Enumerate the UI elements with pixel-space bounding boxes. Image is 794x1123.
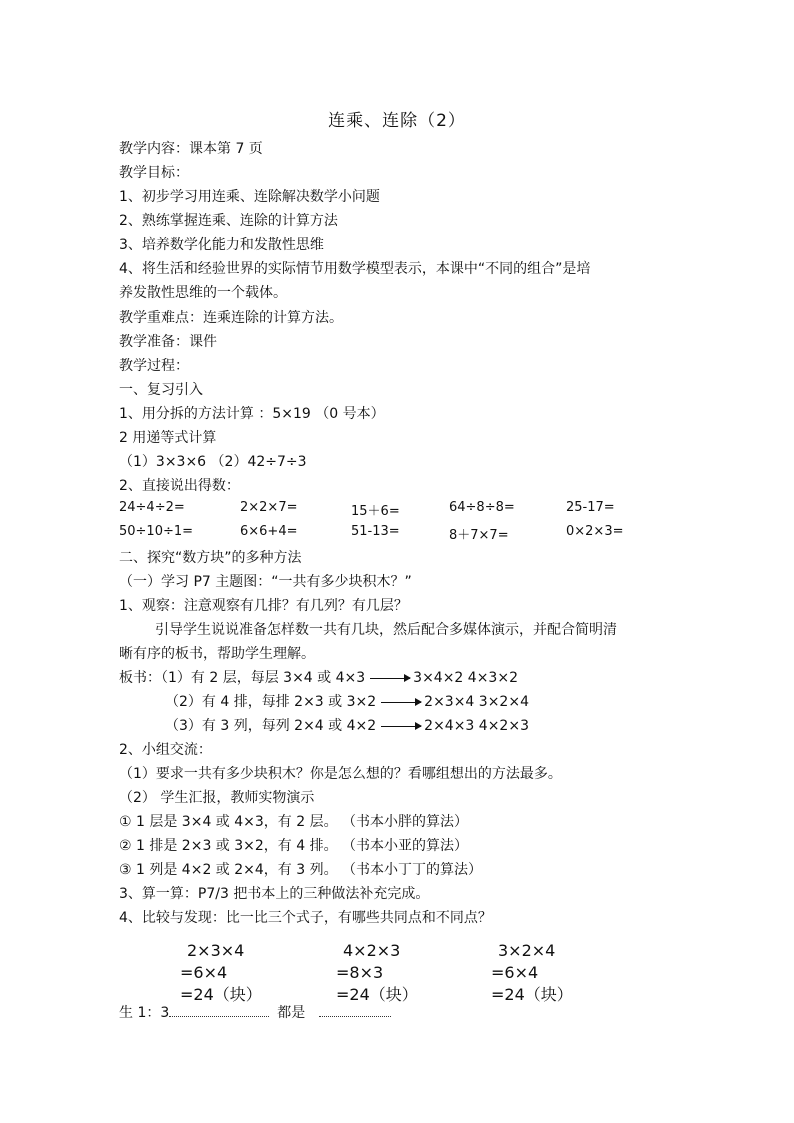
oral-item: 0×2×3=: [566, 524, 624, 539]
review-item-1: 1、用分拆的方法计算 ：5×19 （0 号本）: [119, 406, 385, 422]
calc-step: =6×4: [491, 963, 539, 982]
student-answer: [119, 1003, 391, 1023]
calc-expr: 2×3×4: [187, 941, 245, 960]
process-heading: 教学过程：: [119, 358, 189, 374]
student-mid: 都是: [277, 1005, 306, 1021]
preparation: 教学准备：课件: [119, 334, 217, 350]
objectives-heading: 教学目标：: [119, 165, 189, 181]
group-discussion-heading: 2、小组交流：: [119, 742, 212, 758]
compare-task: 4、比较与发现：比一比三个式子，有哪些共同点和不同点？: [119, 910, 492, 926]
objective-2: 2、熟练掌握连乘、连除的计算方法: [119, 213, 338, 229]
key-points: 教学重难点：连乘连除的计算方法。: [119, 310, 343, 326]
calc-column-3: [491, 940, 573, 1006]
calc-column-1: [180, 940, 262, 1006]
objective-4: 4、将生活和经验世界的实际情节用数学模型表示，本课中“不同的组合”是培: [119, 261, 591, 277]
board-row-exprs: 2×4×3 4×2×3: [424, 718, 529, 734]
board-row-text: （3）有 3 列，每列 2×4 或 4×2: [165, 718, 377, 734]
blank-dots: [319, 1004, 391, 1017]
oral-item: 64÷8÷8=: [449, 500, 515, 515]
objective-4-cont: 养发散性思维的一个载体。: [119, 285, 287, 301]
oral-item: 24÷4÷2=: [119, 500, 185, 515]
subsection-1-heading: （一）学习 P7 主题图：“一共有多少块积木？”: [119, 574, 412, 590]
calc-expr: 4×2×3: [343, 941, 401, 960]
oral-item: 6×6+4=: [240, 524, 298, 539]
calc-expr: 3×2×4: [498, 941, 556, 960]
board-row-1: [119, 668, 518, 688]
oral-heading: 2、直接说出得数：: [119, 478, 240, 494]
oral-item: 15＋6=: [351, 504, 400, 519]
calc-column-2: [336, 940, 418, 1006]
page-title: 连乘、连除（2）: [328, 111, 466, 131]
oral-item: 51-13=: [351, 524, 400, 539]
guide-paragraph: 引导学生说说准备怎样数一共有几块，然后配合多媒体演示，并配合简明清: [155, 622, 617, 638]
student-prefix: 生 1：3: [119, 1005, 170, 1021]
oral-item: 25-17=: [566, 500, 615, 515]
oral-row-2: [119, 524, 679, 544]
arrow-right-icon: [370, 678, 410, 679]
board-row-text: （2）有 4 排，每排 2×3 或 3×2: [165, 694, 377, 710]
board-row-3: [165, 716, 529, 736]
oral-item: 50÷10÷1=: [119, 524, 194, 539]
section-1-heading: 一、复习引入: [119, 382, 203, 398]
board-row-exprs: 3×4×2 4×3×2: [413, 670, 518, 686]
calc-step: =8×3: [336, 963, 384, 982]
calc-task: 3、算一算：P7/3 把书本上的三种做法补充完成。: [119, 886, 430, 902]
discussion-item-1: （1）要求一共有多少块积木？你是怎么想的？看哪组想出的方法最多。: [119, 766, 562, 782]
review-item-2-exprs: （1）3×3×6 （2）42÷7÷3: [119, 454, 307, 470]
observe-heading: 1、观察：注意观察有几排？有几列？有几层？: [119, 598, 408, 614]
arrow-right-icon: [381, 726, 421, 727]
method-1: ① 1 层是 3×4 或 4×3，有 2 层。 （书本小胖的算法）: [119, 814, 469, 830]
board-row-text: 板书：（1）有 2 层，每层 3×4 或 4×3: [119, 670, 366, 686]
board-row-2: [165, 692, 529, 712]
calc-result: =24（块）: [180, 985, 262, 1004]
section-2-heading: 二、探究“数方块”的多种方法: [119, 550, 302, 566]
method-3: ③ 1 列是 4×2 或 2×4，有 3 列。 （书本小丁丁的算法）: [119, 862, 483, 878]
review-item-2: 2 用递等式计算: [119, 430, 217, 446]
oral-item: 8＋7×7=: [449, 528, 509, 543]
calc-step: =6×4: [180, 963, 228, 982]
arrow-right-icon: [381, 702, 421, 703]
oral-item: 2×2×7=: [240, 500, 298, 515]
method-2: ② 1 排是 2×3 或 3×2，有 4 排。 （书本小亚的算法）: [119, 838, 469, 854]
guide-paragraph-cont: 晰有序的板书，帮助学生理解。: [119, 646, 315, 662]
calc-result: =24（块）: [336, 985, 418, 1004]
teaching-content: 教学内容：课本第 7 页: [119, 141, 263, 157]
objective-3: 3、培养数学化能力和发散性思维: [119, 237, 324, 253]
blank-dots: [169, 1004, 269, 1017]
board-row-exprs: 2×3×4 3×2×4: [424, 694, 529, 710]
discussion-item-2: （2） 学生汇报，教师实物演示: [119, 790, 315, 806]
objective-1: 1、初步学习用连乘、连除解决数学小问题: [119, 189, 380, 205]
calc-result: =24（块）: [491, 985, 573, 1004]
oral-row-1: [119, 500, 679, 520]
